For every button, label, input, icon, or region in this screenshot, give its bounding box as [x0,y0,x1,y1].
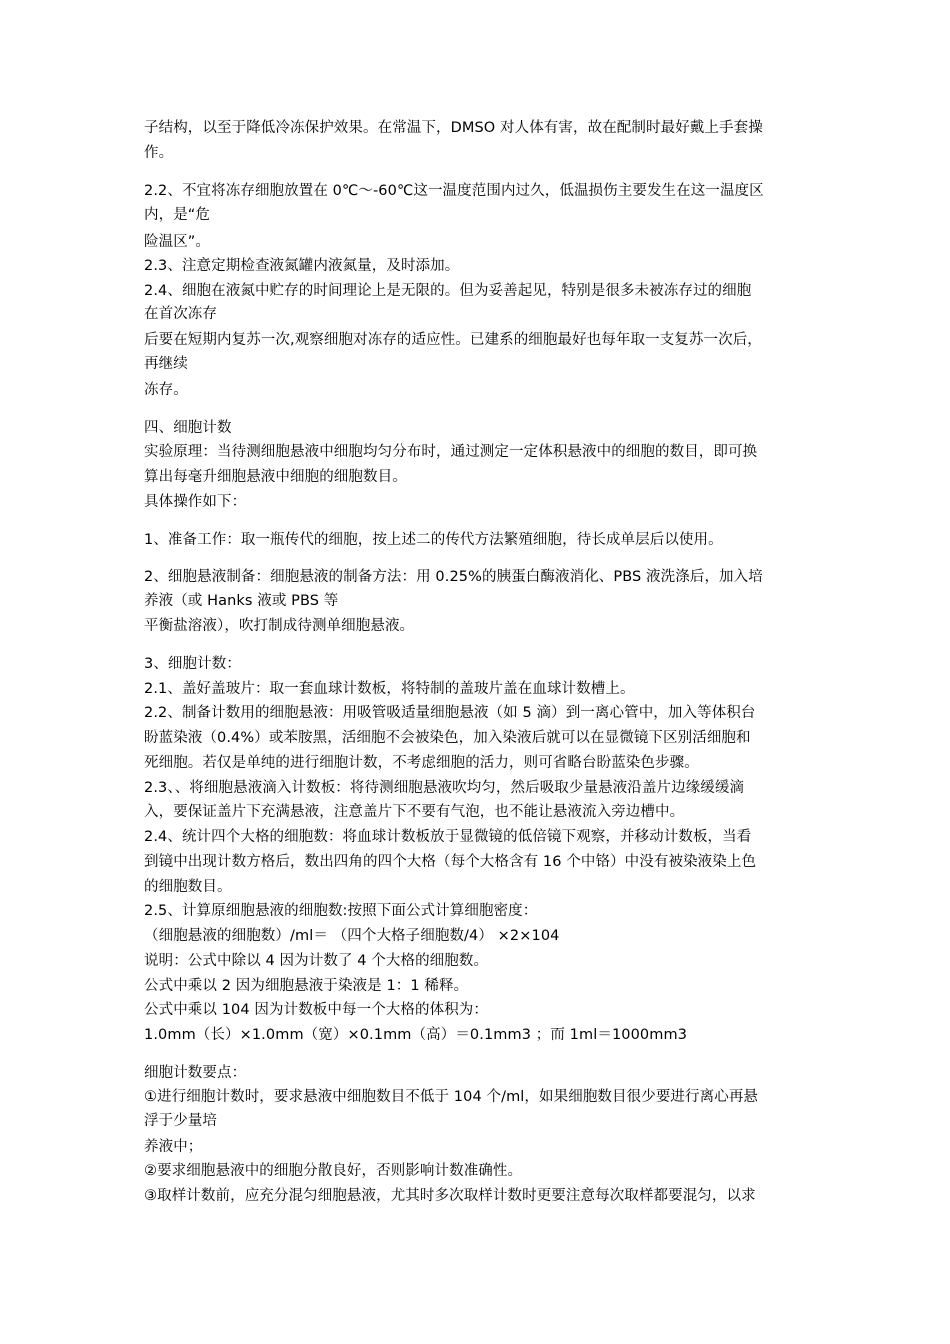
text-line: 公式中乘以 104 因为计数板中每一个大格的体积为： [144,1002,488,1018]
text-line: 2.3、、将细胞悬液滴入计数板：将待测细胞悬液吹均匀，然后吸取少量悬液沿盖片边缘缓缓滴 [144,780,745,796]
text-line: 算出每毫升细胞悬液中细胞的细胞数目。 [144,469,407,485]
text-line: 后要在短期内复苏一次,观察细胞对冻存的适应性。已建系的细胞最好也每年取一支复苏一次后， [144,332,762,348]
text-line: 3、细胞计数： [144,656,241,672]
text-line: 作。 [144,145,174,161]
text-line: 入，要保证盖片下充满悬液，注意盖片下不要有气泡，也不能让悬液流入旁边槽中。 [144,804,685,820]
text-line: 内，是“危 [144,207,211,223]
text-line: 1、准备工作：取一瓶传代的细胞，按上述二的传代方法繁殖细胞，待长成单层后以使用。 [144,532,723,548]
section-heading: 细胞计数要点： [144,1065,247,1081]
text-line: 实验原理：当待测细胞悬液中细胞均匀分布时，通过测定一定体积悬液中的细胞的数目，即可换 [144,444,758,460]
text-line: 冻存。 [144,382,188,398]
text-line: 盼蓝染液（0.4%）或苯胺黑，活细胞不会被染色，加入染液后就可以在显微镜下区别活细胞和 [144,730,751,746]
text-line: 说明：公式中除以 4 因为计数了 4 个大格的细胞数。 [144,953,489,969]
text-line: ②要求细胞悬液中的细胞分散良好，否则影响计数准确性。 [144,1163,523,1179]
text-line: 2.4、细胞在液氮中贮存的时间理论上是无限的。但为妥善起见，特别是很多未被冻存过的细胞 [144,283,752,299]
text-line: 浮于少量培 [144,1113,217,1129]
text-line: 公式中乘以 2 因为细胞悬液于染液是 1：1 稀释。 [144,978,469,994]
text-line: 2、细胞悬液制备：细胞悬液的制备方法：用 0.25%的胰蛋白酶液消化、PBS 液洗涤后，加入培 [144,569,763,585]
text-line: 险温区”。 [144,234,211,250]
text-line: 再继续 [144,356,188,372]
text-line: 死细胞。若仅是单纯的进行细胞计数，不考虑细胞的活力，则可省略台盼蓝染色步骤。 [144,755,699,771]
text-line: 的细胞数目。 [144,879,232,895]
text-line: 在首次冻存 [144,306,217,322]
text-line: 2.5、计算原细胞悬液的细胞数:按照下面公式计算细胞密度： [144,903,538,919]
text-line: 子结构，以至于降低冷冻保护效果。在常温下，DMSO 对人体有害，故在配制时最好戴上手套操 [144,120,763,136]
text-line: 养液中； [144,1139,203,1155]
section-heading: 四、细胞计数 [144,420,232,436]
text-line: 到镜中出现计数方格后，数出四角的四个大格（每个大格含有 16 个中铬）中没有被染液染上色 [144,854,757,870]
text-line: 2.2、不宜将冻存细胞放置在 0℃～-60℃这一温度范围内过久，低温损伤主要发生在这一温度区 [144,183,764,199]
text-line: 2.1、盖好盖玻片：取一套血球计数板，将特制的盖玻片盖在血球计数槽上。 [144,681,635,697]
text-line: 平衡盐溶液），吹打制成待测单细胞悬液。 [144,618,415,634]
text-line: 2.4、统计四个大格的细胞数：将血球计数板放于显微镜的低倍镜下观察，并移动计数板，当看 [144,829,752,845]
text-line: 具体操作如下： [144,494,247,510]
formula-line: （细胞悬液的细胞数）/ml＝ （四个大格子细胞数/4） ×2×104 [144,928,560,944]
text-line: 2.3、注意定期检查液氮罐内液氮量，及时添加。 [144,258,460,274]
text-line: ①进行细胞计数时，要求悬液中细胞数目不低于 104 个/ml，如果细胞数目很少要进行离心再悬 [144,1089,759,1105]
text-line: 养液（或 Hanks 液或 PBS 等 [144,593,339,609]
text-line: 2.2、制备计数用的细胞悬液：用吸管吸适量细胞悬液（如 5 滴）到一离心管中，加入等体积台 [144,705,756,721]
text-line: ③取样计数前，应充分混匀细胞悬液，尤其时多次取样计数时更要注意每次取样都要混匀，以求 [144,1188,756,1204]
formula-line: 1.0mm（长）×1.0mm（宽）×0.1mm（高）＝0.1mm3 ；而 1ml＝1000mm3 [144,1027,688,1043]
